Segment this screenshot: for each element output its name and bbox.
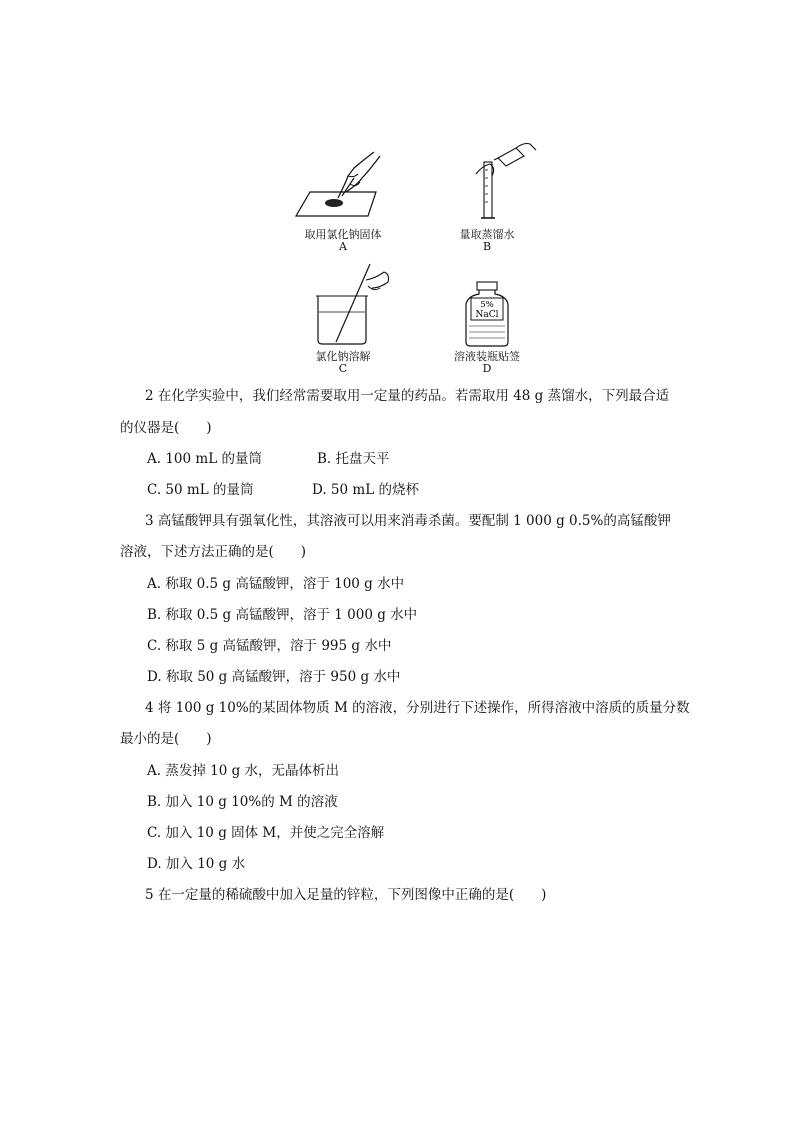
question-4-option-b[interactable]: B. 加入 10 g 10%的 M 的溶液: [147, 794, 338, 810]
bottle-label-formula: NaCl: [475, 310, 499, 320]
question-4-option-d[interactable]: D. 加入 10 g 水: [147, 856, 246, 872]
question-4-option-c[interactable]: C. 加入 10 g 固体 M，并使之完全溶解: [147, 825, 385, 841]
figure-d-letter: D: [482, 362, 492, 375]
weighing-salt-illustration: [288, 148, 398, 226]
question-3-option-a[interactable]: A. 称取 0.5 g 高锰酸钾，溶于 100 g 水中: [147, 576, 405, 592]
question-2-stem-cont: 的仪器是( ): [120, 420, 212, 436]
question-2-option-a[interactable]: A. 100 mL 的量筒: [147, 451, 262, 467]
question-4-option-a[interactable]: A. 蒸发掉 10 g 水，无晶体析出: [147, 763, 340, 779]
dissolving-beaker-illustration: [288, 262, 398, 348]
question-3-option-d[interactable]: D. 称取 50 g 高锰酸钾，溶于 950 g 水中: [147, 669, 401, 685]
figure-d-caption: 溶液装瓶贴签: [454, 350, 520, 363]
question-2-row-2: [147, 480, 707, 500]
question-2-option-d[interactable]: D. 50 mL 的烧杯: [312, 482, 419, 498]
question-3-option-b[interactable]: B. 称取 0.5 g 高锰酸钾，溶于 1 000 g 水中: [147, 607, 418, 623]
bottle-label-percent: 5%: [480, 300, 494, 310]
figure-b-caption: 量取蒸馏水: [459, 228, 515, 241]
figure-b: [402, 140, 572, 253]
question-4-stem: 4 将 100 g 10%的某固体物质 M 的溶液，分别进行下述操作，所得溶液中溶质的质量分数: [145, 700, 690, 716]
question-3-stem-cont: 溶液，下述方法正确的是( ): [120, 544, 307, 560]
question-3-stem: 3 高锰酸钾具有强氧化性，其溶液可以用来消毒杀菌。要配制 1 000 g 0.5%的高锰酸钾: [145, 513, 671, 529]
question-3-option-c[interactable]: C. 称取 5 g 高锰酸钾，溶于 995 g 水中: [147, 638, 392, 654]
question-5-stem: 5 在一定量的稀硫酸中加入足量的锌粒，下列图像中正确的是( ): [145, 887, 547, 903]
question-4-stem-cont: 最小的是( ): [120, 731, 212, 747]
question-2-option-b[interactable]: B. 托盘天平: [317, 451, 390, 467]
question-2-row-1: [147, 449, 707, 469]
figure-c-caption: 氯化钠溶解: [315, 350, 371, 363]
reagent-bottle-illustration: [432, 280, 542, 348]
figure-c-letter: C: [338, 362, 348, 375]
figure-a-caption: 取用氯化钠固体: [304, 228, 382, 241]
graduated-cylinder-illustration: [432, 140, 542, 226]
figure-d: [402, 280, 572, 375]
question-2-option-c[interactable]: C. 50 mL 的量筒: [147, 482, 254, 498]
figure-a-letter: A: [339, 240, 347, 253]
figure-b-letter: B: [482, 240, 492, 253]
question-2-stem: 2 在化学实验中，我们经常需要取用一定量的药品。若需取用 48 g 蒸馏水，下列最合适: [145, 388, 670, 404]
